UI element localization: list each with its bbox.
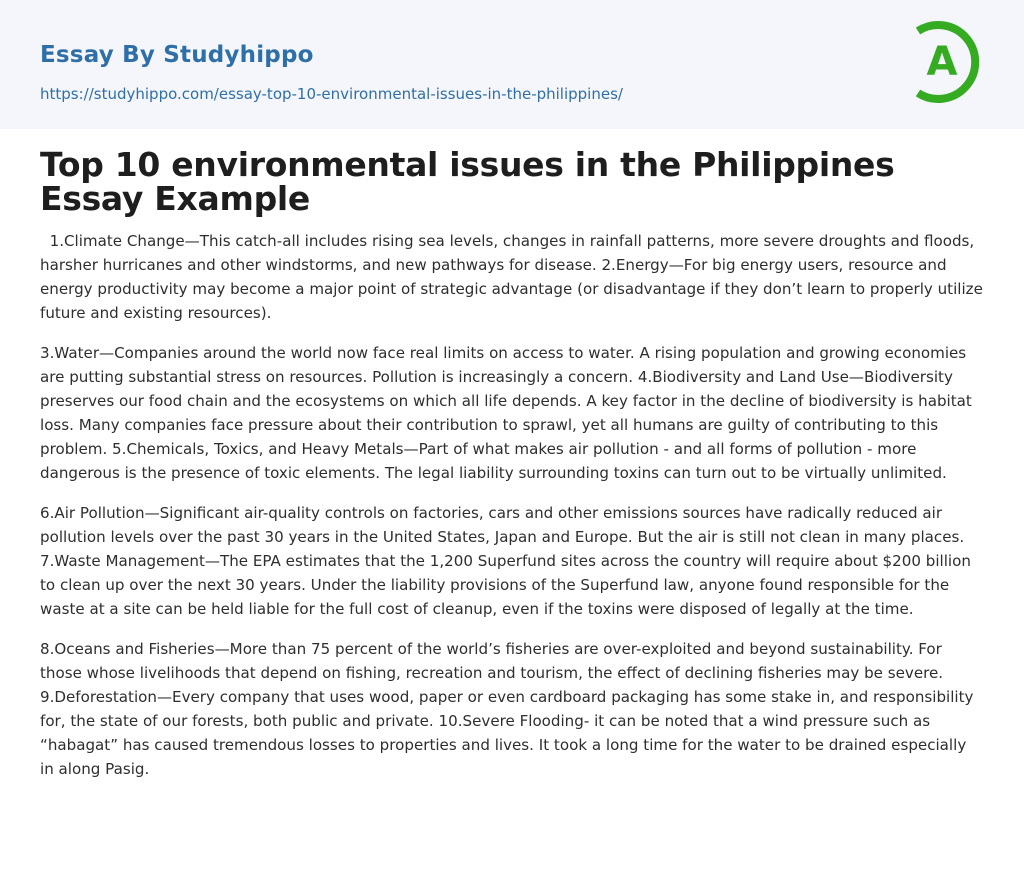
studyhippo-logo[interactable] [910,17,990,107]
article-paragraph: 8.Oceans and Fisheries—More than 75 percent of the world’s fisheries are over-exploited and beyond sustainability. For those whose livelihoods that depend on fishing, recreation and tourism, the effect of declining fisheries may be severe. 9.Deforestation—Every company that uses wood, paper or even cardboard packaging has some stake in, and responsibility for, the state of our forests, both public and private. 10.Severe Flooding- it can be noted that a wind pressure such as “habagat” has caused tremendous losses to properties and lives. It took a long time for the water to be drained especially in along Pasig. [40,640,974,778]
brand-title[interactable]: Essay By Studyhippo [40,42,314,68]
article-content [40,145,988,797]
article-paragraph: 1.Climate Change—This catch-all includes rising sea levels, changes in rainfall patterns, more severe droughts and floods, harsher hurricanes and other windstorms, and new pathways for disease. 2.Energy—For big energy users, resource and energy productivity may become a major point of strategic advantage (or disadvantage if they don’t learn to properly utilize future and existing resources). [40,232,988,322]
logo-letter: A [926,39,958,85]
page-url-link[interactable]: https://studyhippo.com/essay-top-10-environmental-issues-in-the-philippines/ [40,85,623,103]
article-paragraph: 6.Air Pollution—Significant air-quality controls on factories, cars and other emissions sources have radically reduced air pollution levels over the past 30 years in the United States, Japan and Europe. But the air is still not clean in many places. 7.Waste Management—The EPA estimates that the 1,200 Superfund sites across the country will require about $200 billion to clean up over the next 30 years. Under the liability provisions of the Superfund law, anyone found responsible for the waste at a site can be held liable for the full cost of cleanup, even if the toxins were disposed of legally at the time. [40,504,971,618]
article-paragraph: 3.Water—Companies around the world now face real limits on access to water. A rising population and growing economies are putting substantial stress on resources. Pollution is increasingly a concern. 4.Biodiversity and Land Use—Biodiversity preserves our food chain and the ecosystems on which all life depends. A key factor in the decline of biodiversity is habitat loss. Many companies face pressure about their contribution to sprawl, yet all humans are guilty of contributing to this problem. 5.Chemicals, Toxics, and Heavy Metals—Part of what makes air pollution - and all forms of pollution - more dangerous is the presence of toxic elements. The legal liability surrounding toxins can turn out to be virtually unlimited. [40,344,972,482]
site-header [0,0,1024,129]
page-title: Top 10 environmental issues in the Philippines Essay Example [40,145,895,218]
